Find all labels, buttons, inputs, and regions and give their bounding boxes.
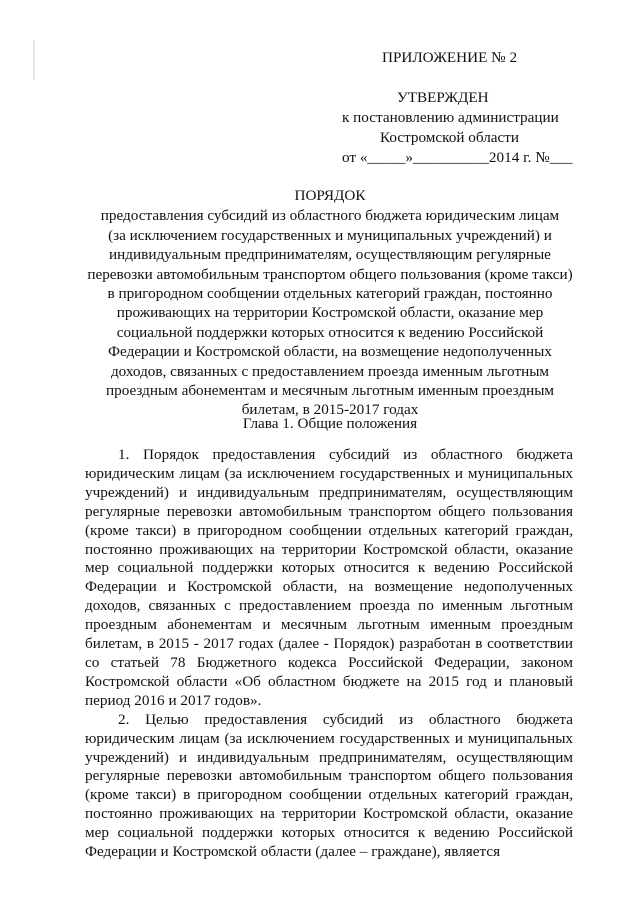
title-line: билетам, в 2015-2017 годах <box>241 401 419 419</box>
title-line: индивидуальным предпринимателям, осуществляющим регулярные <box>109 246 551 264</box>
appendix-label: ПРИЛОЖЕНИЕ № 2 <box>382 49 518 66</box>
title-line: Федерации и Костромской области, на возмещение недополученных <box>108 343 552 361</box>
paragraph-2: 2. Целью предоставления субсидий из областного бюджета юридическим лицам (за исключением государственных и муниципальных учреждений) и индивидуальным предпринимателям, осуществляющим регулярные перевозки автомобильным транспортом общего пользования (кроме такси) в пригородном сообщении отдельных категорий граждан, постоянно проживающих на территории Костромской области, оказание мер социальной поддержки которых относится к ведению Российской Федерации и Костромской области (далее – граждане), является <box>85 710 573 861</box>
approval-line-2: Костромской области <box>380 129 520 146</box>
paragraph-1: 1. Порядок предоставления субсидий из областного бюджета юридическим лицам (за исключением государственных и муниципальных учреждений) и индивидуальным предпринимателям, осуществляющим регулярные перевозки автомобильным транспортом общего пользования (кроме такси) в пригородном сообщении отдельных категорий граждан, постоянно проживающих на территории Костромской области, оказание мер социальной поддержки которых относится к ведению Российской Федерации и Костромской области, на возмещение недополученных доходов, связанных с предоставлением проезда по именным льготным проездным абонементам и месячным льготным именным проездным билетам, в 2015 - 2017 годах (далее - Порядок) разработан в соответствии со статьей 78 Бюджетного кодекса Российской Федерации, законом Костромской области «Об областном бюджете на 2015 год и плановый период 2016 и 2017 годов». <box>85 446 573 709</box>
title-line: доходов, связанных с предоставлением проезда именным льготным <box>110 362 550 380</box>
title-line: (за исключением государственных и муниципальных учреждений) и <box>108 226 552 244</box>
document-title <box>70 186 590 420</box>
title-main: ПОРЯДОК <box>294 187 366 204</box>
title-line: в пригородном сообщении отдельных категорий граждан, постоянно <box>107 285 553 303</box>
title-line: проездным абонементам и месячным льготным именным проездным <box>105 382 555 400</box>
title-line: проживающих на территории Костромской области, оказание мер <box>116 304 544 322</box>
approval-line-3: от «_____»__________2014 г. №___ <box>342 149 573 166</box>
approved-label: УТВЕРЖДЕН <box>397 89 489 106</box>
title-line: предоставления субсидий из областного бюджета юридическим лицам <box>100 207 560 225</box>
chapter-heading: Глава 1. Общие положения <box>242 415 418 432</box>
scan-margin-mark <box>33 40 35 80</box>
title-line: социальной поддержки которых относится к ведению Российской <box>116 323 544 341</box>
body-text <box>85 446 573 862</box>
approval-line-1: к постановлению администрации <box>342 109 559 126</box>
title-line: перевозки автомобильным транспортом общего пользования (кроме такси) <box>87 265 573 283</box>
approval-header <box>340 48 590 168</box>
